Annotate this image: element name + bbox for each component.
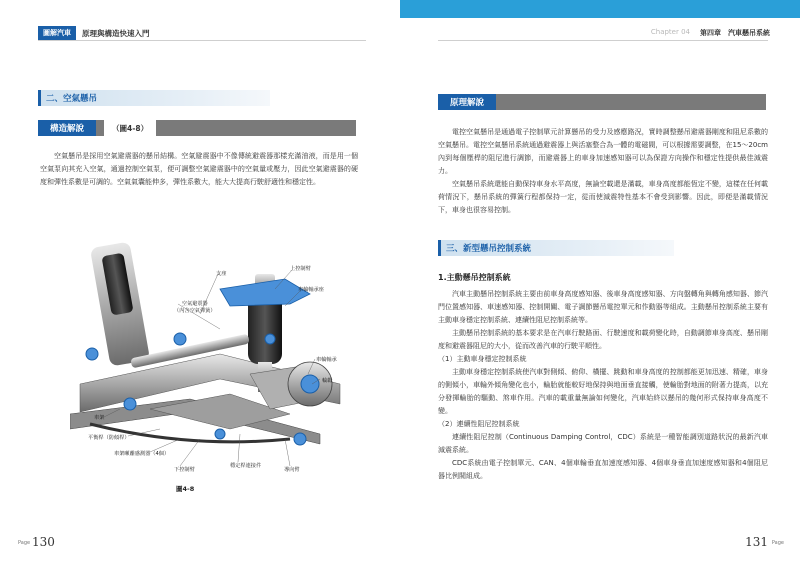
callout-stabilizer: 平衡桿（防傾桿） (88, 435, 130, 441)
cdc-paragraph-1: 連續性阻尼控制（Continuous Damping Control，CDC）系統是一種智能調別道路狀況的最新汽車減震系統。 (438, 433, 768, 454)
left-body (40, 150, 358, 189)
callout-wheel-bearing: 車輪軸承 (316, 357, 337, 363)
right-header (651, 28, 770, 38)
callout-lower-arm: 下控制臂 (174, 467, 195, 473)
item-heading-1: （1）主動車身穩定控制系統 (438, 355, 527, 363)
stability-paragraph: 主動車身穩定控制系統使汽車對側傾、俯仰、橫擺、跳動和車身高度的控制都能更加迅速、精確，車身的側傾小，車輪外傾角變化也小，輪胎就能較好地保持與地面垂直接觸，使輪胎對地面的附著力提高，以充分發揮輪胎的驅動、煞車作用。汽車的載重量無論如何變化，汽車始終以懸吊的幾何形式保持車身高度不變。 (438, 368, 768, 415)
callout-wheel-sensor: 車輪軸承座 (298, 287, 324, 293)
suspension-figure (70, 234, 350, 474)
page-word-right: Page (771, 540, 784, 546)
principle-body (438, 126, 768, 217)
active-paragraph-1: 汽車主動懸吊控制系統主要由前車身高度感知器、後車身高度感知器、方向盤轉角與轉角感知器、節汽門位置感知器、車速感知器、控制開關、電子調節懸吊電控單元和作動器等組成。主動懸吊控制系統主要有主動車身穩定控制系統、連續性阻尼控制系統等。 (438, 290, 768, 324)
header-rule (38, 40, 366, 41)
callout-air-damper: 空氣避震器 （內含空氣彈簧） (174, 301, 216, 314)
left-header (38, 26, 150, 40)
header-rule (438, 40, 768, 41)
principle-banner (438, 94, 766, 110)
structure-label: 構造解說 (38, 120, 96, 136)
principle-paragraph-2: 空氣懸吊系統還能自動保持車身水平高度，無論空載還是滿載，車身高度都能恆定不變，這樣在任何載荷情況下，懸吊系統的彈簧行程都保持一定，從而使減震特性基本不會受到影響。因此，即便是滿載情況下，車身也很容易控制。 (438, 180, 768, 214)
subsection-heading: 1.主動懸吊控制系統 (438, 273, 511, 282)
section-title: 二、空氣懸吊 (46, 94, 98, 104)
callout-stabilizer-link: 穩定桿連接件 (230, 463, 262, 469)
book-badge: 圖解汽車 (38, 26, 76, 40)
page-number-right: 131 (745, 535, 768, 549)
section-title: 三、新型懸吊控制系統 (446, 244, 532, 254)
left-paragraph: 空氣懸吊是採用空氣避震器的懸吊結構。空氣避震器中不像傳統避震器那樣充滿油液，而是用一個空氣泵向其充入空氣，通過控制空氣泵，便可調整空氣避震器中的空氣量或壓力，因此空氣避震器的硬度和彈性系數是可調的。空氣氣囊能伸多，彈性系數大，能大大提高行駛舒適性和穩定性。 (40, 152, 358, 186)
structure-banner (38, 120, 356, 136)
figure-caption: 圖4-8 (176, 485, 195, 493)
chapter-number: Chapter 04 (650, 28, 690, 36)
callout-height-sensor: 車架噸離感測器（4個） (114, 451, 170, 457)
callout-guide-arm: 導向臂 (284, 467, 300, 473)
section-banner-air-suspension (38, 90, 270, 106)
callout-support: 支座 (216, 271, 227, 277)
callout-hub: 輪轂 (322, 378, 333, 384)
active-body (438, 288, 768, 483)
header-color-bar (400, 0, 800, 18)
cdc-paragraph-2: CDC系統由電子控制單元、CAN、4個車輪垂直加速度感知器、4個車身垂直加速度感知器和4個阻尼器比例閥組成。 (438, 459, 768, 480)
principle-label: 原理解說 (438, 94, 496, 110)
page-word-left: Page (18, 540, 31, 546)
principle-paragraph-1: 電控空氣懸吊是通過電子控制單元計算懸吊的受力及感應路況，實時調整懸吊避震器剛度和阻尼系數的空氣懸吊。電控空氣懸吊系統通過避震器上與活塞整合為一體的電磁閥，可以根據需要調整，在15～20cm內到每個壓桿的阻尼進行調節，而避震器上的車身加速感知器可以為保證方向操作和穩定性提供最佳減震力。 (438, 128, 768, 175)
figure-ref: （圖4-8） (104, 120, 156, 136)
book-title: 原理與構造快速入門 (82, 28, 150, 38)
callout-upper-arm: 上控制臂 (290, 266, 311, 272)
chapter-title: 第四章 汽車懸吊系統 (700, 29, 770, 37)
active-paragraph-2: 主動懸吊控制系統的基本要求是在汽車行駛路面、行駛速度和載荷變化時，自動調節車身高度、懸吊剛度和避震器阻尼的大小，從而改善汽車的行駛平順性。 (438, 329, 768, 350)
item-heading-2: （2）連續性阻尼控制系統 (438, 420, 520, 428)
page-number-left: 130 (32, 535, 55, 549)
callout-frame: 車架 (94, 415, 105, 421)
right-page (400, 0, 800, 563)
section-banner-new-system (438, 240, 674, 256)
